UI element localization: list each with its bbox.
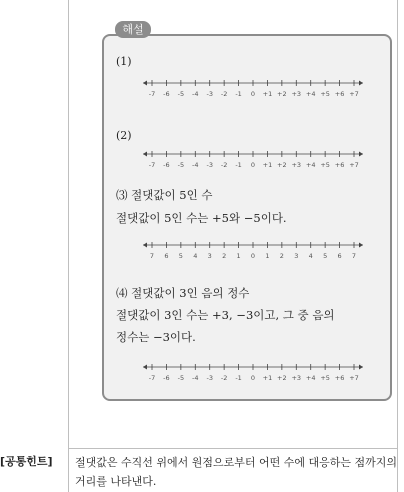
number-line-tick-label: +4 [305, 161, 316, 169]
number-line-tick-label: -6 [163, 90, 170, 98]
number-line-tick-label: 5 [323, 252, 328, 260]
number-line-tick-label: +6 [334, 374, 345, 382]
item-4-title: ⑷ 절댓값이 3인 음의 정수 [116, 286, 250, 300]
number-line-tick-label: +5 [320, 90, 330, 98]
number-line-tick-label: +2 [277, 161, 287, 169]
number-line-tick-label: -7 [148, 90, 156, 98]
item-3-title: ⑶ 절댓값이 5인 수 [116, 188, 213, 202]
number-line-tick-label: -7 [148, 161, 156, 169]
number-line-tick-label: 1 [236, 252, 241, 260]
number-line-tick-label: 6 [337, 252, 342, 260]
number-line-tick-label: 0 [250, 90, 256, 98]
solution-badge: 해설 [115, 21, 151, 38]
number-line-tick-label: +3 [291, 374, 302, 382]
number-line-tick-label: -4 [192, 90, 199, 98]
number-line-tick-label: 1 [265, 252, 270, 260]
number-line-arrow-left [143, 152, 147, 157]
hint-text: 절댓값은 수직선 위에서 원점으로부터 어떤 수에 대응하는 점까지의 거리를 나타낸다. [75, 456, 398, 488]
number-line-arrow-left [143, 365, 147, 370]
number-line-2 [142, 148, 364, 170]
number-line-tick-label: +5 [320, 161, 330, 169]
number-line-3 [142, 239, 364, 261]
number-line-tick-label: 0 [250, 161, 256, 169]
number-line-tick-label: +4 [305, 374, 316, 382]
number-line-tick-label: +7 [349, 374, 359, 382]
number-line-arrow-left [143, 243, 147, 248]
number-line-tick-label: -4 [192, 374, 199, 382]
number-line-svg [142, 239, 364, 261]
number-line-arrow-right [359, 365, 363, 370]
number-line-tick-label: 3 [294, 252, 299, 260]
item-2-label: (2) [116, 129, 132, 142]
item-4-line-2: 정수는 −3이다. [116, 330, 196, 344]
number-line-arrow-left [143, 81, 147, 86]
number-line-tick-label: +3 [291, 90, 302, 98]
number-line-svg [142, 361, 364, 383]
number-line-tick-label: -6 [163, 161, 170, 169]
number-line-tick-label: +5 [320, 374, 330, 382]
number-line-tick-label: +6 [334, 90, 345, 98]
number-line-svg [142, 148, 364, 170]
number-line-tick-label: -3 [206, 161, 213, 169]
number-line-tick-label: -5 [177, 161, 185, 169]
hint-divider [68, 448, 398, 449]
number-line-tick-label: -3 [206, 374, 213, 382]
number-line-tick-label: 7 [351, 252, 357, 260]
number-line-tick-label: 6 [164, 252, 169, 260]
number-line-tick-label: +7 [349, 90, 359, 98]
item-4-line-1: 절댓값이 3인 수는 +3, −3이고, 그 중 음의 [116, 308, 335, 322]
number-line-tick-label: -5 [177, 374, 185, 382]
number-line-tick-label: -1 [235, 374, 242, 382]
number-line-tick-label: -1 [235, 90, 242, 98]
number-line-tick-label: +3 [291, 161, 302, 169]
hint-label: [공통힌트] [0, 455, 53, 468]
number-line-tick-label: -7 [148, 374, 156, 382]
number-line-arrow-right [359, 243, 363, 248]
number-line-tick-label: -3 [206, 90, 213, 98]
number-line-tick-label: -4 [192, 161, 199, 169]
number-line-1 [142, 77, 364, 99]
number-line-tick-label: +2 [277, 374, 287, 382]
item-3-line-1: 절댓값이 5인 수는 +5와 −5이다. [116, 211, 287, 225]
number-line-tick-label: +1 [262, 90, 273, 98]
number-line-arrow-right [359, 152, 363, 157]
number-line-tick-label: +2 [277, 90, 287, 98]
number-line-4 [142, 361, 364, 383]
number-line-arrow-right [359, 81, 363, 86]
number-line-tick-label: 4 [308, 252, 313, 260]
number-line-tick-label: +6 [334, 161, 345, 169]
number-line-tick-label: +1 [262, 374, 273, 382]
number-line-tick-label: -5 [177, 90, 185, 98]
number-line-tick-label: 2 [222, 252, 227, 260]
number-line-svg [142, 77, 364, 99]
number-line-tick-label: 3 [207, 252, 212, 260]
number-line-tick-label: -1 [235, 161, 242, 169]
number-line-tick-label: -2 [220, 90, 228, 98]
number-line-tick-label: 0 [250, 252, 256, 260]
number-line-tick-label: +4 [305, 90, 316, 98]
number-line-tick-label: 4 [193, 252, 198, 260]
number-line-tick-label: +1 [262, 161, 273, 169]
number-line-tick-label: 0 [250, 374, 256, 382]
number-line-tick-label: 7 [149, 252, 155, 260]
number-line-tick-label: 5 [178, 252, 183, 260]
number-line-tick-label: -2 [220, 374, 228, 382]
number-line-tick-label: 2 [279, 252, 284, 260]
number-line-tick-label: -2 [220, 161, 228, 169]
number-line-tick-label: +7 [349, 161, 359, 169]
number-line-tick-label: -6 [163, 374, 170, 382]
item-1-label: (1) [116, 55, 132, 68]
